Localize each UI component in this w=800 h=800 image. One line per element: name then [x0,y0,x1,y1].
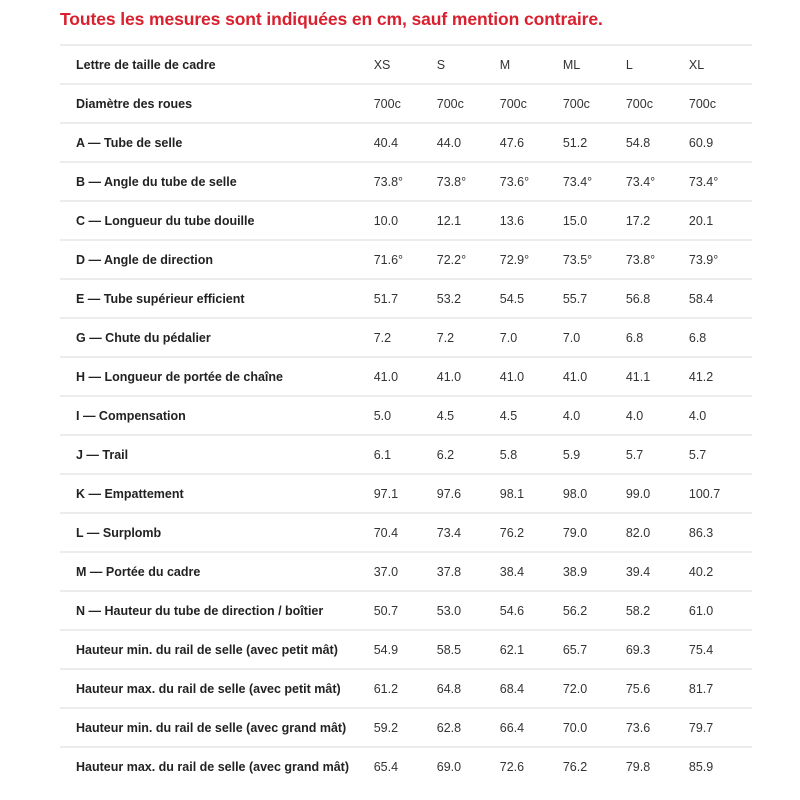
value-cell: 73.6° [500,162,563,201]
value-cell: 73.8° [374,162,437,201]
value-cell: 58.5 [437,630,500,669]
table-row [60,435,752,474]
value-cell: 73.4 [437,513,500,552]
geometry-table [60,44,752,785]
value-cell: 38.4 [500,552,563,591]
row-label: N — Hauteur du tube de direction / boîtier [60,591,374,630]
value-cell: 6.1 [374,435,437,474]
size-header-cell: ML [563,45,626,84]
value-cell: 6.8 [626,318,689,357]
table-row [60,513,752,552]
value-cell: 53.0 [437,591,500,630]
value-cell: 700c [689,84,752,123]
value-cell: 59.2 [374,708,437,747]
row-label: Hauteur max. du rail de selle (avec petit mât) [60,669,374,708]
value-cell: 75.6 [626,669,689,708]
value-cell: 40.4 [374,123,437,162]
value-cell: 58.4 [689,279,752,318]
value-cell: 10.0 [374,201,437,240]
row-label: Diamètre des roues [60,84,374,123]
value-cell: 65.7 [563,630,626,669]
value-cell: 70.4 [374,513,437,552]
row-label: L — Surplomb [60,513,374,552]
table-row [60,162,752,201]
value-cell: 38.9 [563,552,626,591]
value-cell: 700c [437,84,500,123]
value-cell: 37.8 [437,552,500,591]
row-label: A — Tube de selle [60,123,374,162]
value-cell: 6.2 [437,435,500,474]
row-label: Hauteur min. du rail de selle (avec grand mât) [60,708,374,747]
table-row [60,279,752,318]
value-cell: 53.2 [437,279,500,318]
value-cell: 66.4 [500,708,563,747]
row-label: Hauteur min. du rail de selle (avec petit mât) [60,630,374,669]
table-row [60,240,752,279]
value-cell: 79.0 [563,513,626,552]
value-cell: 4.5 [437,396,500,435]
value-cell: 64.8 [437,669,500,708]
table-row [60,396,752,435]
value-cell: 50.7 [374,591,437,630]
value-cell: 37.0 [374,552,437,591]
value-cell: 98.1 [500,474,563,513]
table-row [60,591,752,630]
value-cell: 68.4 [500,669,563,708]
value-cell: 41.0 [374,357,437,396]
row-label: C — Longueur du tube douille [60,201,374,240]
value-cell: 73.8° [626,240,689,279]
value-cell: 56.8 [626,279,689,318]
value-cell: 69.0 [437,747,500,785]
value-cell: 62.1 [500,630,563,669]
value-cell: 73.6 [626,708,689,747]
value-cell: 15.0 [563,201,626,240]
value-cell: 82.0 [626,513,689,552]
value-cell: 76.2 [563,747,626,785]
value-cell: 73.4° [626,162,689,201]
value-cell: 69.3 [626,630,689,669]
value-cell: 73.8° [437,162,500,201]
value-cell: 54.8 [626,123,689,162]
value-cell: 7.0 [563,318,626,357]
table-row [60,318,752,357]
value-cell: 54.6 [500,591,563,630]
size-header-cell: S [437,45,500,84]
value-cell: 7.0 [500,318,563,357]
value-cell: 4.0 [626,396,689,435]
table-row [60,669,752,708]
value-cell: 75.4 [689,630,752,669]
size-header-cell: M [500,45,563,84]
value-cell: 60.9 [689,123,752,162]
value-cell: 58.2 [626,591,689,630]
table-row [60,708,752,747]
value-cell: 40.2 [689,552,752,591]
value-cell: 41.1 [626,357,689,396]
value-cell: 73.4° [563,162,626,201]
row-label: Lettre de taille de cadre [60,45,374,84]
row-label: J — Trail [60,435,374,474]
value-cell: 62.8 [437,708,500,747]
value-cell: 56.2 [563,591,626,630]
value-cell: 55.7 [563,279,626,318]
value-cell: 4.0 [563,396,626,435]
value-cell: 4.0 [689,396,752,435]
value-cell: 79.8 [626,747,689,785]
value-cell: 5.7 [626,435,689,474]
table-row [60,747,752,785]
value-cell: 700c [500,84,563,123]
value-cell: 6.8 [689,318,752,357]
value-cell: 81.7 [689,669,752,708]
value-cell: 7.2 [437,318,500,357]
value-cell: 13.6 [500,201,563,240]
table-row [60,357,752,396]
value-cell: 61.2 [374,669,437,708]
value-cell: 51.2 [563,123,626,162]
value-cell: 12.1 [437,201,500,240]
value-cell: 700c [374,84,437,123]
value-cell: 41.0 [563,357,626,396]
value-cell: 17.2 [626,201,689,240]
row-label: I — Compensation [60,396,374,435]
value-cell: 20.1 [689,201,752,240]
value-cell: 73.5° [563,240,626,279]
value-cell: 72.2° [437,240,500,279]
table-row [60,552,752,591]
value-cell: 86.3 [689,513,752,552]
value-cell: 39.4 [626,552,689,591]
value-cell: 44.0 [437,123,500,162]
row-label: E — Tube supérieur efficient [60,279,374,318]
row-label: K — Empattement [60,474,374,513]
value-cell: 71.6° [374,240,437,279]
value-cell: 700c [563,84,626,123]
value-cell: 5.7 [689,435,752,474]
size-header-cell: XS [374,45,437,84]
value-cell: 79.7 [689,708,752,747]
value-cell: 54.9 [374,630,437,669]
value-cell: 98.0 [563,474,626,513]
row-label: G — Chute du pédalier [60,318,374,357]
value-cell: 61.0 [689,591,752,630]
value-cell: 5.0 [374,396,437,435]
table-row [60,474,752,513]
size-header-cell: XL [689,45,752,84]
value-cell: 70.0 [563,708,626,747]
table-row [60,201,752,240]
value-cell: 97.1 [374,474,437,513]
value-cell: 41.2 [689,357,752,396]
value-cell: 51.7 [374,279,437,318]
value-cell: 72.9° [500,240,563,279]
row-label: Hauteur max. du rail de selle (avec grand mât) [60,747,374,785]
value-cell: 700c [626,84,689,123]
value-cell: 41.0 [500,357,563,396]
value-cell: 73.4° [689,162,752,201]
table-row [60,123,752,162]
row-label: D — Angle de direction [60,240,374,279]
value-cell: 76.2 [500,513,563,552]
value-cell: 5.8 [500,435,563,474]
value-cell: 54.5 [500,279,563,318]
value-cell: 7.2 [374,318,437,357]
value-cell: 99.0 [626,474,689,513]
value-cell: 97.6 [437,474,500,513]
value-cell: 72.6 [500,747,563,785]
value-cell: 72.0 [563,669,626,708]
row-label: B — Angle du tube de selle [60,162,374,201]
size-header-cell: L [626,45,689,84]
row-label: H — Longueur de portée de chaîne [60,357,374,396]
table-row [60,630,752,669]
value-cell: 5.9 [563,435,626,474]
value-cell: 85.9 [689,747,752,785]
value-cell: 4.5 [500,396,563,435]
value-cell: 100.7 [689,474,752,513]
value-cell: 47.6 [500,123,563,162]
value-cell: 65.4 [374,747,437,785]
value-cell: 73.9° [689,240,752,279]
page-title: Toutes les mesures sont indiquées en cm, sauf mention contraire. [60,9,603,29]
table-header-row [60,45,752,84]
row-label: M — Portée du cadre [60,552,374,591]
value-cell: 41.0 [437,357,500,396]
table-row [60,84,752,123]
